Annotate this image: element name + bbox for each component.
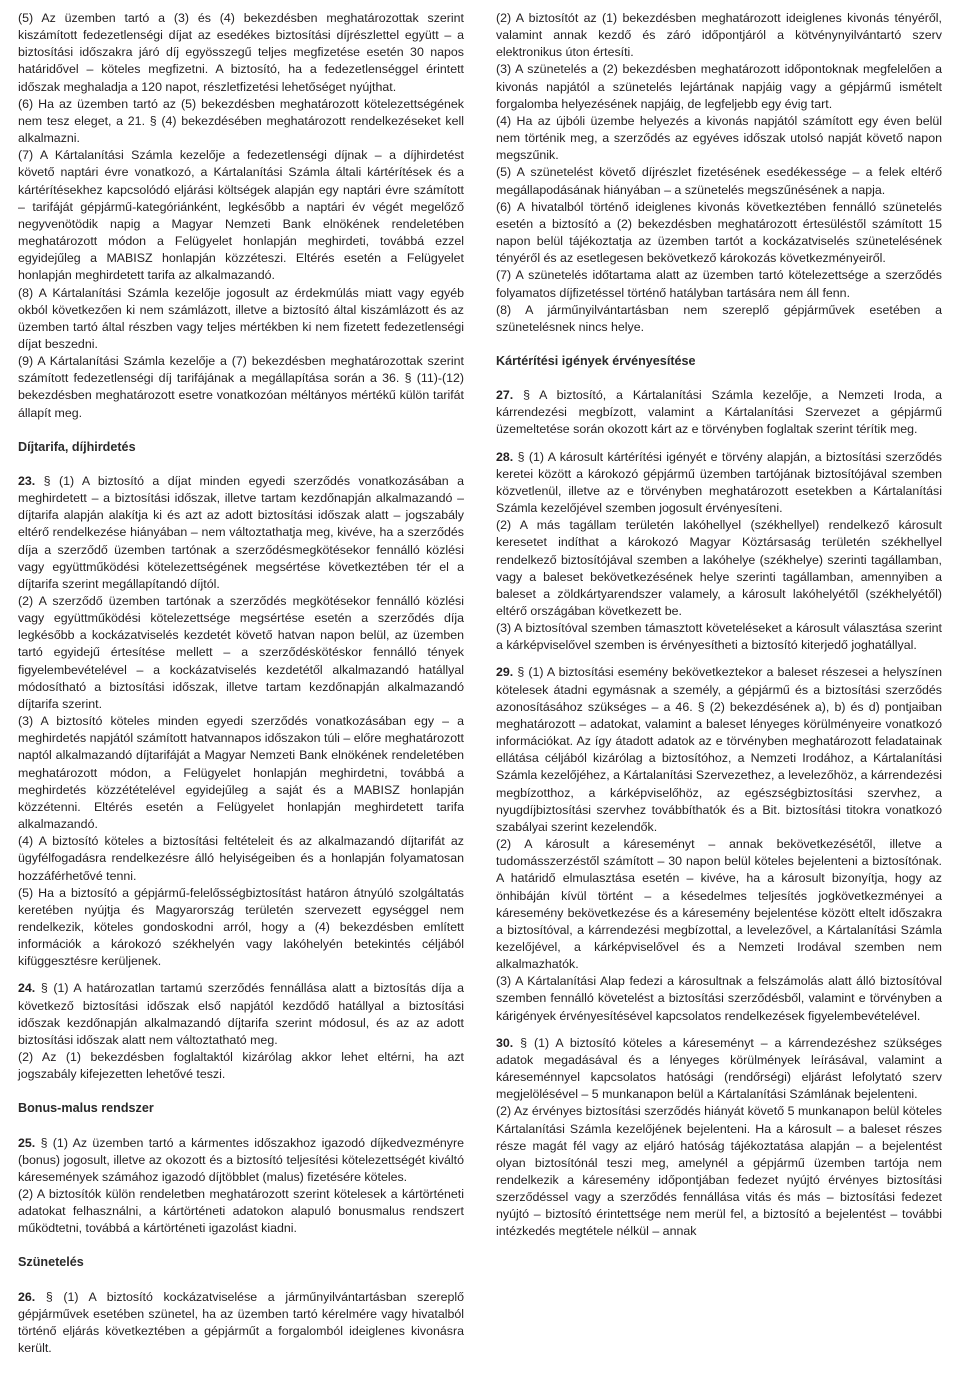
paragraph: (5) Ha a biztosító a gépjármű-felelősségbiztosítást határon átnyúló szolgáltatás keretében nyújtja és Magyarország területén szervezett egységgel nem rendelkezik, köteles gondoskodni arról, hogy a (4) bekezdésben említett információk a károkozó székhelyén vagy lakóhelyén betekintés céljából kifüggesztésre kerüljenek. xyxy=(18,885,464,969)
left-column xyxy=(18,10,464,1357)
paragraph: (6) A hivatalból történő ideiglenes kivonás következtében fennálló szünetelés esetén a biztosító a (2) bekezdésben meghatározott értesüléstől számított 15 napon belül tájékoztatja az üzemben tartót a kockázatviselés szünetelésének tényéről és az esetlegesen bekövetkező károkozás következményeiről. xyxy=(496,199,942,266)
paragraph: (5) Az üzemben tartó a (3) és (4) bekezdésben meghatározottak szerint kiszámított fedezetlenségi díjat az esedékes biztosítási díjrészlettel együtt – a biztosítási időszakra járó díj egyösszegű teljes megfizetése esetén 30 napos határidővel – köteles megfizetni. A biztosító, ha a fedezetlenséggel érintett időszak meghaladja a 120 napot, részletfizetési lehetőséget nyújthat. xyxy=(18,11,464,94)
section-number: 28. xyxy=(496,449,514,464)
paragraph: (2) A más tagállam területén lakóhellyel (székhellyel) rendelkező károsult keresetet indíthat a károkozó Magyar Köztársaság területén székhellyel rendelkező biztosítójával szemben a lakóhelye (székhelye) szerinti tagállamban, vagy a baleset bekövetkezésének helye szerinti tagállamban, amennyiben a baleset a zöldkártyarendszer valamely, a károsult lakóhelyétől (székhelyétől) eltérő országában következett be. xyxy=(496,518,942,618)
paragraph-text: § (1) Az üzemben tartó a kármentes időszakhoz igazodó díjkedvezményre (bonus) jogosult, illetve az okozott és a biztosító teljesítési kötelezettségét kiváltó káresemények számához igazodó díjtöbblet (malus) fizetésére köteles. xyxy=(18,1135,464,1184)
paragraph: (7) A szünetelés időtartama alatt az üzemben tartó kötelezettsége a szerződés folyamatos díjfizetéssel történő hatályban tartására nem áll fenn. xyxy=(496,268,942,300)
section-number: 27. xyxy=(496,388,514,403)
paragraph: (8) A Kártalanítási Számla kezelője jogosult az érdekmúlás miatt vagy egyéb okból következően ki nem számlázott, illetve a biztosító által kiszámlázott és az üzemben tartó által részben vagy teljes mértékben ki nem fizetett fedezetlenségi díjat beszedni. xyxy=(18,285,464,351)
paragraph: (2) A károsult a káreseményt – annak bekövetkezésétől, illetve a tudomásszerzéstől számított – 30 napon belül köteles bejelenteni a biztosítónak. A határidő elmulasztása esetén – kivéve, ha a károsult bizonyítja, hogy az önhibáján kívül történt – a késedelmes teljesítés jogkövetkezményei a káresemény bekövetkezése és a káresemény bejelentése között eltelt időszakra a biztosítóval, a kárrendezési megbízottal, a levelezővel, a Kártalanítási Számla kezelőjével, a kárképviselővel és a Nemzeti Irodával szemben nem alkalmazhatók. xyxy=(496,837,942,972)
paragraph-text: § (1) A biztosító kockázatviselése a járműnyilvántartásban szereplő gépjárművek esetében szünetel, ha az üzemben tartó kérelmére vagy hivatalból történő eljárás következtében a gépjárműt a forgalomból ideiglenes kivonásra került. xyxy=(18,1289,464,1356)
paragraph: (9) A Kártalanítási Számla kezelője a (7) bekezdésben meghatározottak szerint számított fedezetlenségi díj tarifájának a megállapítása során a 36. § (11)-(12) bekezdésben meghatározott esetre vonatkozóan méltányos mértékű külön tarifát állapít meg. xyxy=(18,354,464,420)
section-heading: Díjtarifa, díjhirdetés xyxy=(18,439,136,454)
paragraph: (6) Ha az üzemben tartó az (5) bekezdésben meghatározott kötelezettségének nem tesz eleget, a 21. § (4) bekezdésében meghatározott rendelkezéseket kell alkalmazni. xyxy=(18,96,464,146)
paragraph-text: § A biztosító, a Kártalanítási Számla kezelője, a Nemzeti Iroda, a kárrendezési megbízott, valamint a Kártalanítási Szervezet a gépjármű üzemeltetése során okozott kárt az e törvényben foglaltak szerint térítik meg. xyxy=(496,388,942,437)
section-number: 30. xyxy=(496,1035,514,1050)
paragraph: (3) A biztosítóval szemben támasztott követeléseket a károsult választása szerint a kárképviselővel szemben is érvényesítheti a biztosító kiterjedő joghatállyal. xyxy=(496,621,942,653)
section-23 xyxy=(18,473,464,593)
section-number: 26. xyxy=(18,1289,36,1304)
paragraph: (2) A biztosítót az (1) bekezdésben meghatározott ideiglenes kivonás tényéről, valamint annak kezdő és záró időpontjáról a kötvénynyilvántartó szerv elektronikus úton értesíti. xyxy=(496,11,942,60)
section-number: 25. xyxy=(18,1135,36,1150)
section-28 xyxy=(496,449,942,518)
section-heading: Bonus-malus rendszer xyxy=(18,1101,154,1116)
section-number: 23. xyxy=(18,473,36,488)
section-24 xyxy=(18,980,464,1049)
paragraph: (7) A Kártalanítási Számla kezelője a fedezetlenségi díjnak – a díjhirdetést követő naptári évre vonatkozó, a Kártalanítási Számla általi kártérítések és a kártérítésekhez kapcsolódó eljárási költségek alapján egy naptári évre számított – tarifáját gépjármű-kategóriánként, legkésőbb a naptári év végét megelőző negyvenötödik napig a Magyar Nemzeti Bank elnökének rendeletében meghatározott módon a Felügyelet honlapján meghirdeti, továbbá ezzel egyidejűleg a MABISZ honlapján közzéteszi. Eltérés esetén a Felügyelet honlapján meghirdetett tarifa az alkalmazandó. xyxy=(18,148,464,283)
paragraph: (3) A szünetelés a (2) bekezdésben meghatározott időpontoknak megfelelően a kivonás napjától a szünetelés lejártának napjáig vagy a gépjármű ismételt forgalomba helyezésének napjáig, de legfeljebb egy évig tart. xyxy=(496,62,942,111)
paragraph: (3) A Kártalanítási Alap fedezi a károsultnak a felszámolás alatt álló biztosítóval szemben fennálló követelést a biztosítási szerződésből, valamint e törvényben a kárigények érvényesítésével kapcsolatos rendelkezések figyelembevételével. xyxy=(496,974,942,1023)
paragraph: (4) A biztosító köteles a biztosítási feltételeit és az alkalmazandó díjtarifát az ügyfélfogadásra rendelkezésre álló helyiségeiben és a honlapján folyamatosan hozzáférhetővé tenni. xyxy=(18,834,464,883)
paragraph: (2) Az érvényes biztosítási szerződés hiányát követő 5 munkanapon belül köteles Kártalanítási Számla kezelőjének bejelenteni. Ha a károsult – a baleset részes része magát fél vagy az eljáró hatóság tájékoztatása alapján – a bejelentést olyan biztosítónál teszi meg, amelynél a gépjármű üzemben tartója nem rendelkezik a káresemény időpontjában fedezet nyújtó érvényes biztosítási szerződéssel vagy a szerződés fennállása vitás és más – biztosítási fedezet nyújtó – biztosító érintettsége nem merül fel, a biztosító a bejelentést – további intézkedés megtétele nélkül – annak xyxy=(496,1104,942,1239)
paragraph-text: § (1) A biztosító köteles a káreseményt – a kárrendezéshez szükséges adatok megadásával és a lényeges körülmények leírásával, valamint a káreseménnyel kapcsolatos hatósági (rendőrségi) eljárást lefolytató szerv megjelölésével – 5 munkanapon belül a Kártalanítási Számlának bejelenteni. xyxy=(496,1035,942,1102)
paragraph-text: § (1) A biztosító a díjat minden egyedi szerződés vonatkozásában a meghirdetett – a biztosítási időszak, illetve tartam kezdőnapján alkalmazandó – díjtarifa alapján alakítja ki és azt az adott biztosítási időszak alatt – jogszabály eltérő rendelkezése hiányában – nem változtathatja meg, kivéve, ha a szerződés díja a szerződő üzemben tartónak a szerződésmegkötésekor fennálló közlési vagy együttműködési kötelezettségének megsértése következtében tér el a díjtarifa szerint megállapítandó díjtól. xyxy=(18,473,464,591)
section-heading: Szünetelés xyxy=(18,1255,84,1270)
paragraph: (2) Az (1) bekezdésben foglaltaktól kizárólag akkor lehet eltérni, ha azt jogszabály kifejezetten lehetővé teszi. xyxy=(18,1050,464,1082)
right-column xyxy=(496,10,942,1241)
section-30 xyxy=(496,1035,942,1104)
paragraph: (4) Ha az újbóli üzembe helyezés a kivonás napjától számított egy éven belül nem történik meg, a szerződés az egyéves időszak utolsó napját követő napon megszűnik. xyxy=(496,113,942,163)
paragraph-text: § (1) A biztosítási esemény bekövetkeztekor a baleset részesei a helyszínen kötelesek átadni egymásnak a személy, a gépjármű és a biztosítási szerződés azonosításához szükséges – a 46. § (2) bekezdésének a), b) és d) pontjaiban meghatározott – adatokat, valamint a baleset lényeges körülményeire vonatkozó információkat. Az így átadott adatok az e törvényben meghatározott feladatainak ellátása céljából kizárólag a biztosítóhoz, a Nemzeti Irodához, a Kártalanítási Számla kezelőjéhez, a Kártalanítási Szervezethez, a levelezőhöz, a kárrendezési megbízotthoz, a kárképviselőhöz, az egészségbiztosítási szervhez, a nyugdíjbiztosítási szervhez továbbíthatók és a Bit. biztosítási titokra vonatkozó szabályai szerint kezelendők. xyxy=(496,665,942,834)
paragraph: (2) A szerződő üzemben tartónak a szerződés megkötésekor fennálló közlési vagy együttműködési kötelezettsége megsértése esetén a szerződés díja legkésőbb a kockázatviselés kezdetét követő hatvan napon belül, az üzemben tartó egyidejű értesítése mellett – a szerződéskötéskor fennálló tények figyelembevételével – a kockázatviselés kezdetétől alkalmazandó hatállyal módosítható a biztosítási időszak, illetve tartam kezdőnapján alkalmazandó díjtarifa szerint. xyxy=(18,594,464,711)
section-25 xyxy=(18,1135,464,1186)
paragraph: (8) A járműnyilvántartásban nem szereplő gépjárművek esetében a szünetelésnek nincs helye. xyxy=(496,302,942,334)
section-27 xyxy=(496,387,942,438)
paragraph-text: § (1) A határozatlan tartamú szerződés fennállása alatt a biztosítás díja a következő biztosítási időszak első napjától kezdődő hatállyal a biztosítási időszak kezdőnapján alkalmazandó díjtarifa szerint módosul, és az az adott biztosítási időszak alatt nem változtatható meg. xyxy=(18,981,464,1047)
section-heading: Kártérítési igények érvényesítése xyxy=(496,353,696,368)
section-26 xyxy=(18,1289,464,1358)
paragraph: (2) A biztosítók külön rendeletben meghatározott szerint kötelesek a kártörténeti adatokat felhasználni, a kártörténeti adatokon alapuló bonusmalus rendszert működtetni, továbbá a kártörténeti igazolást kiadni. xyxy=(18,1187,464,1236)
paragraph: (5) A szünetelést követő díjrészlet fizetésének esedékessége – a felek eltérő megállapodásának hiányában – a szünetelés megszűnésének a napja. xyxy=(496,165,942,197)
section-number: 29. xyxy=(496,665,514,680)
paragraph-text: § (1) A károsult kártérítési igényét e törvény alapján, a biztosítási szerződés keretei között a károkozó gépjármű üzemben tartójának biztosítójával szemben közvetlenül, illetve az e törvényben meghatározott esetekben a Kártalanítási Számla kezelőjével szemben jogosult érvényesíteni. xyxy=(496,449,942,516)
section-29 xyxy=(496,664,942,836)
paragraph: (3) A biztosító köteles minden egyedi szerződés vonatkozásában egy – a meghirdetés napjától számított hatvannapos időszakon túli – előre meghatározott naptól alkalmazandó díjtarifáját a Magyar Nemzeti Bank elnökének rendeletében meghatározott módon, a Felügyelet honlapján meghirdetni, továbbá a meghirdetés közzétételével egyidejűleg a saját és a MABISZ honlapján közzétenni. Eltérés esetén a Felügyelet honlapján meghirdetett tarifa alkalmazandó. xyxy=(18,714,464,832)
section-number: 24. xyxy=(18,981,36,996)
